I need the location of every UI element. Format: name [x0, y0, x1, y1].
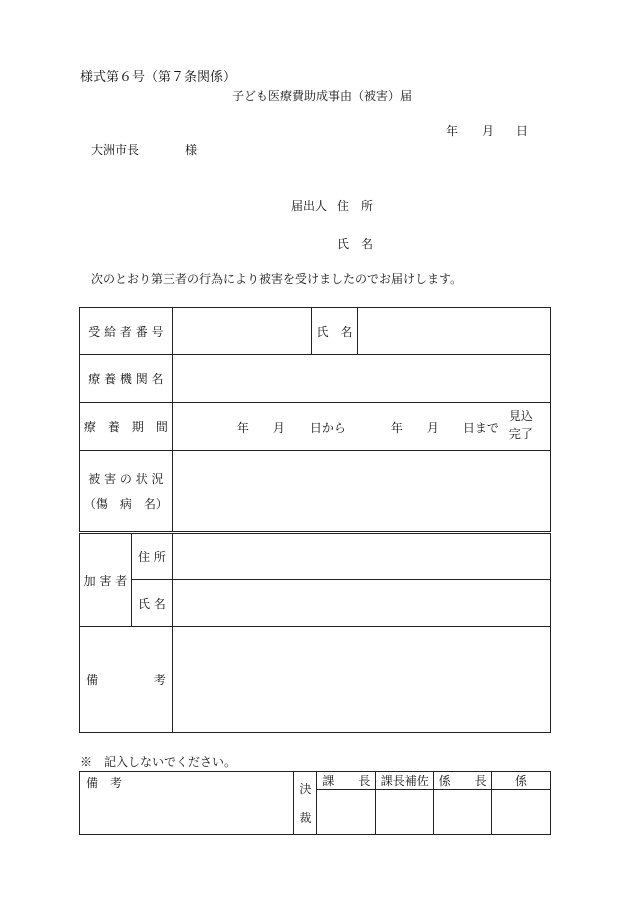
recipient-no-field[interactable]: [172, 308, 311, 355]
status-expected[interactable]: 見込: [508, 409, 533, 423]
remarks-label: [80, 627, 173, 733]
intro-text: 次のとおり第三者の行為により被害を受けましたのでお届けします。: [91, 272, 463, 286]
perp-address-label: 住 所: [131, 533, 172, 580]
damage-label-line1: 被 害 の 状 況: [88, 472, 164, 486]
date-year: 年: [446, 124, 459, 138]
period-from-month: 月: [272, 421, 285, 435]
institution-label: 療 養 機 関 名: [80, 355, 173, 403]
form-title: 子ども医療費助成事由（被害）届: [232, 89, 413, 103]
applicant-address-label: 住 所: [337, 199, 374, 213]
period-to-day: 日まで: [462, 421, 499, 435]
name-field[interactable]: [358, 308, 551, 355]
status-complete[interactable]: 完了: [508, 427, 533, 441]
perp-name-field[interactable]: [172, 580, 550, 627]
perp-name-label: 氏 名: [131, 580, 172, 627]
decision-label: [294, 772, 317, 835]
col-unit-chief: 係 長: [434, 772, 492, 790]
stamp-staff[interactable]: [492, 790, 551, 835]
institution-field[interactable]: [172, 355, 550, 403]
decision-label-1: 決: [299, 782, 312, 796]
period-from-day: 日から: [309, 421, 346, 435]
period-to-month: 月: [426, 421, 439, 435]
office-table: [79, 771, 551, 835]
date-month: 月: [482, 124, 495, 138]
perp-address-field[interactable]: [172, 533, 550, 580]
col-deputy-chief: 課長補佐: [376, 772, 434, 790]
office-remarks: 備 考: [80, 772, 294, 835]
remarks-label-right: 考: [153, 673, 166, 687]
period-from-year: 年: [236, 421, 249, 435]
remarks-label-left: 備: [86, 673, 99, 687]
col-staff: 係: [492, 772, 551, 790]
addressee-honorific: 様: [185, 143, 198, 157]
period-field[interactable]: [172, 403, 550, 451]
main-table: [79, 307, 551, 733]
date-day: 日: [516, 124, 529, 138]
perpetrator-label: 加 害 者: [80, 533, 132, 627]
period-to-year: 年: [390, 421, 403, 435]
recipient-no-label: 受 給 者 番 号: [80, 308, 173, 355]
remarks-field[interactable]: [172, 627, 550, 733]
stamp-unit-chief[interactable]: [434, 790, 492, 835]
office-note: ※ 記入しないでください。: [80, 755, 237, 769]
addressee-name: 大洲市長: [91, 143, 140, 157]
damage-label: [80, 451, 173, 533]
form-number: 様式第６号（第７条関係）: [80, 70, 237, 85]
applicant-name-label: 氏 名: [337, 237, 374, 251]
damage-label-line2: （傷 病 名）: [83, 497, 168, 511]
stamp-deputy-chief[interactable]: [376, 790, 434, 835]
col-section-chief: 課 長: [317, 772, 376, 790]
name-label: 氏 名: [311, 308, 358, 355]
decision-label-2: 裁: [299, 811, 312, 825]
period-label: 療 養 期 間: [80, 403, 173, 451]
applicant-label: 届出人: [291, 199, 328, 213]
stamp-section-chief[interactable]: [317, 790, 376, 835]
damage-field[interactable]: [172, 451, 550, 533]
